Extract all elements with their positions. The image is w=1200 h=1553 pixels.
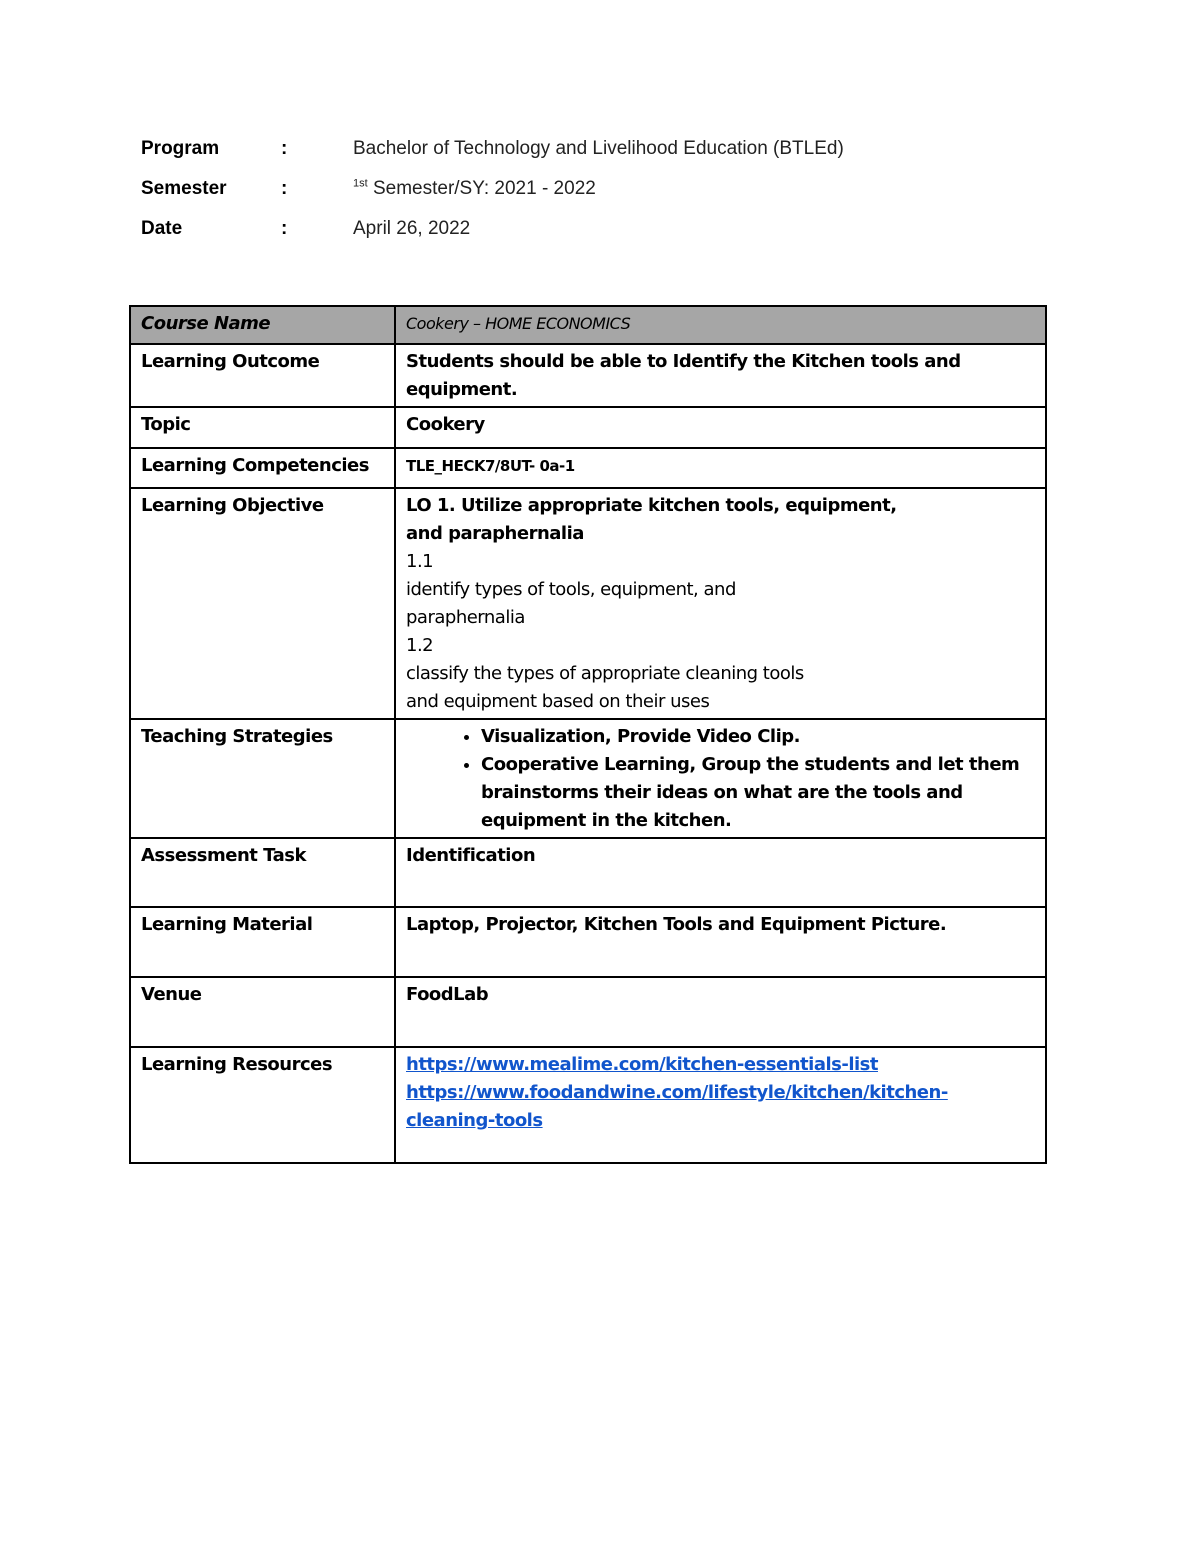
learning-outcome-value: Students should be able to Identify the Kitchen tools and equipment. — [395, 344, 1046, 407]
semester-value: Semester/SY: 2021 - 2022 — [372, 178, 596, 199]
venue-value: FoodLab — [395, 977, 1046, 1047]
venue-row — [130, 977, 1046, 1047]
strategy-item: • Cooperative Learning, Group the students and let them brainstorms their ideas on what are the tools and equipment in the kitchen. — [481, 751, 1035, 835]
strategy-item: • Visualization, Provide Video Clip. — [481, 723, 1035, 751]
semester-colon: : — [281, 178, 288, 199]
program-colon: : — [281, 138, 288, 159]
date-colon: : — [281, 218, 288, 239]
course-name-label: Course Name — [130, 306, 395, 344]
strategies-cell — [395, 719, 1046, 838]
objective-line-2: and paraphernalia — [406, 523, 584, 544]
competencies-row — [130, 448, 1046, 488]
objective-line-1: LO 1. Utilize appropriate kitchen tools, equipment, — [406, 495, 897, 516]
learning-outcome-row — [130, 344, 1046, 407]
date-label: Date — [141, 218, 183, 239]
course-name-value: Cookery – HOME ECONOMICS — [395, 306, 1046, 344]
semester-superscript: 1st — [353, 177, 368, 190]
program-label: Program — [141, 138, 220, 159]
learning-outcome-label: Learning Outcome — [130, 344, 395, 407]
strategies-list — [406, 723, 1035, 835]
objective-row — [130, 488, 1046, 719]
objective-cell — [395, 488, 1046, 719]
objective-line-4: identify types of tools, equipment, and — [406, 579, 736, 600]
semester-value-wrap — [353, 178, 596, 200]
assessment-value: Identification — [395, 838, 1046, 907]
assessment-label: Assessment Task — [130, 838, 395, 907]
resources-cell — [395, 1047, 1046, 1163]
competencies-value: TLE_HECK7/8UT- 0a-1 — [406, 457, 575, 475]
material-row — [130, 907, 1046, 977]
resources-row — [130, 1047, 1046, 1163]
program-value: Bachelor of Technology and Livelihood Education (BTLEd) — [353, 138, 844, 159]
competencies-cell — [395, 448, 1046, 488]
objective-line-3: 1.1 — [406, 551, 434, 572]
objective-line-7: classify the types of appropriate cleaning tools — [406, 663, 804, 684]
topic-value: Cookery — [395, 407, 1046, 448]
resource-link-foodandwine[interactable]: https://www.foodandwine.com/lifestyle/kitchen/kitchen-cleaning-tools — [406, 1082, 948, 1131]
objective-line-6: 1.2 — [406, 635, 434, 656]
course-name-row — [130, 306, 1046, 344]
venue-label: Venue — [130, 977, 395, 1047]
strategies-row — [130, 719, 1046, 838]
objective-line-5: paraphernalia — [406, 607, 525, 628]
topic-label: Topic — [130, 407, 395, 448]
semester-label: Semester — [141, 178, 227, 199]
assessment-row — [130, 838, 1046, 907]
material-value: Laptop, Projector, Kitchen Tools and Equipment Picture. — [395, 907, 1046, 977]
lesson-plan-table — [129, 305, 1047, 1164]
topic-row — [130, 407, 1046, 448]
material-label: Learning Material — [130, 907, 395, 977]
competencies-label: Learning Competencies — [130, 448, 395, 488]
resources-label: Learning Resources — [130, 1047, 395, 1163]
resource-link-mealime[interactable]: https://www.mealime.com/kitchen-essentials-list — [406, 1054, 878, 1075]
strategies-label: Teaching Strategies — [130, 719, 395, 838]
objective-line-8: and equipment based on their uses — [406, 691, 710, 712]
objective-label: Learning Objective — [130, 488, 395, 719]
date-value: April 26, 2022 — [353, 218, 471, 239]
